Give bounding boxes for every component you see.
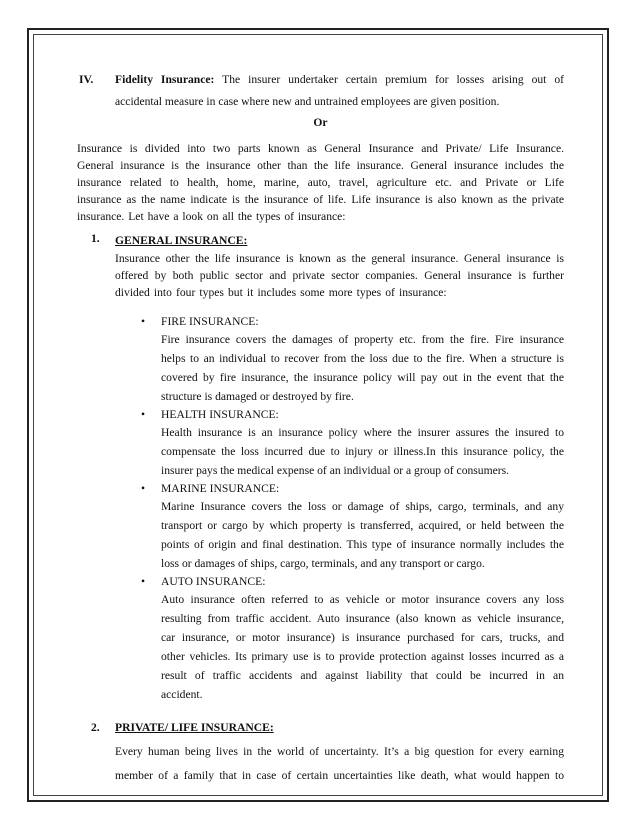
fire-insurance-line: structure is damaged or destroyed by fire. (161, 390, 354, 403)
health-insurance-title: HEALTH INSURANCE: (161, 408, 279, 421)
document-body (77, 70, 564, 788)
general-insurance-section (91, 232, 564, 704)
health-insurance-line: compensate the loss incurred due to injury or illness.In this insurance policy, the (161, 445, 564, 458)
auto-insurance-line: other vehicles. Its primary use is to provide protection against losses incurred as a (161, 650, 564, 663)
fidelity-text: The insurer undertaker certain premium for losses arising out of (222, 73, 564, 86)
marine-insurance-line: points of origin and final destination. This type of insurance normally includes the (161, 538, 564, 551)
fidelity-line-2: accidental measure in case where new and untrained employees are given position. (115, 95, 500, 108)
auto-insurance-line: result of traffic accidents and against liability that could be incurred in an (161, 669, 564, 682)
auto-insurance-title: AUTO INSURANCE: (161, 575, 266, 588)
fire-insurance-line: Fire insurance covers the damages of property etc. from the fire. Fire insurance (161, 333, 564, 346)
list-item (141, 313, 564, 406)
fidelity-title: Fidelity Insurance: (115, 73, 215, 86)
auto-insurance-line: resulting from traffic accident. Auto insurance (also known as vehicle insurance, (161, 612, 564, 625)
auto-insurance-line: Auto insurance often referred to as vehicle or motor insurance covers any loss (161, 593, 564, 606)
section-number: 2. (91, 721, 100, 734)
marine-insurance-title: MARINE INSURANCE: (161, 482, 280, 495)
or-separator: Or (313, 116, 328, 129)
marine-insurance-line: Marine Insurance covers the loss or damage of ships, cargo, terminals, and any (161, 500, 564, 513)
private-body-line: member of a family that in case of certain uncertainties like death, what would happen to (115, 769, 564, 782)
list-item (141, 480, 564, 573)
general-body-line: divided into four types but it includes some more types of insurance: (115, 286, 447, 299)
fidelity-line-1 (77, 70, 564, 89)
bullet-icon: • (141, 408, 146, 421)
intro-line: Insurance is divided into two parts known as General Insurance and Private/ Life Insurance. (77, 142, 564, 155)
section-numeral: IV. (79, 73, 94, 86)
fire-insurance-line: helps to an individual to recover from the loss due to the fire. When a structure is (161, 352, 564, 365)
auto-insurance-line: accident. (161, 688, 203, 701)
private-insurance-heading: PRIVATE/ LIFE INSURANCE: (115, 721, 274, 734)
marine-insurance-line: loss or damages of ships, cargo, terminals, and any transport or cargo. (161, 557, 485, 570)
fire-insurance-title: FIRE INSURANCE: (161, 315, 259, 328)
auto-insurance-line: car insurance, or motor insurance) is insurance purchased for cars, trucks, and (161, 631, 564, 644)
private-insurance-section (91, 716, 564, 788)
intro-line: insurance related to health, home, marine, auto, travel, agriculture etc. and Private or Life (77, 176, 564, 189)
bullet-icon: • (141, 315, 146, 328)
bullet-icon: • (141, 575, 146, 588)
intro-line: General insurance is the insurance other than the life insurance. General insurance includes the (77, 159, 564, 172)
intro-line: insurance as the name indicate is the insurance of life. Life insurance is also known as the private (77, 193, 564, 206)
fire-insurance-line: covered by fire insurance, the insurance policy will pay out in the event that the (161, 371, 564, 384)
health-insurance-line: Health insurance is an insurance policy where the insurer assures the insured to (161, 426, 564, 439)
general-insurance-heading: GENERAL INSURANCE: (115, 234, 248, 247)
insurance-types-list (115, 313, 564, 704)
intro-paragraph (77, 140, 564, 225)
health-insurance-line: insurer pays the medical expense of an individual or a group of consumers. (161, 464, 510, 477)
bullet-icon: • (141, 482, 146, 495)
list-item (141, 573, 564, 704)
marine-insurance-line: transport or cargo by which property is transferred, acquired, or held between the (161, 519, 564, 532)
list-item (141, 406, 564, 480)
intro-line: insurance. Let have a look on all the types of insurance: (77, 210, 346, 223)
general-body-line: offered by both public sector and private sector companies. General insurance is further (115, 269, 564, 282)
section-number: 1. (91, 232, 100, 245)
private-body-line: Every human being lives in the world of uncertainty. It’s a big question for every earning (115, 745, 564, 758)
general-body-line: Insurance other the life insurance is known as the general insurance. General insurance is (115, 252, 564, 265)
